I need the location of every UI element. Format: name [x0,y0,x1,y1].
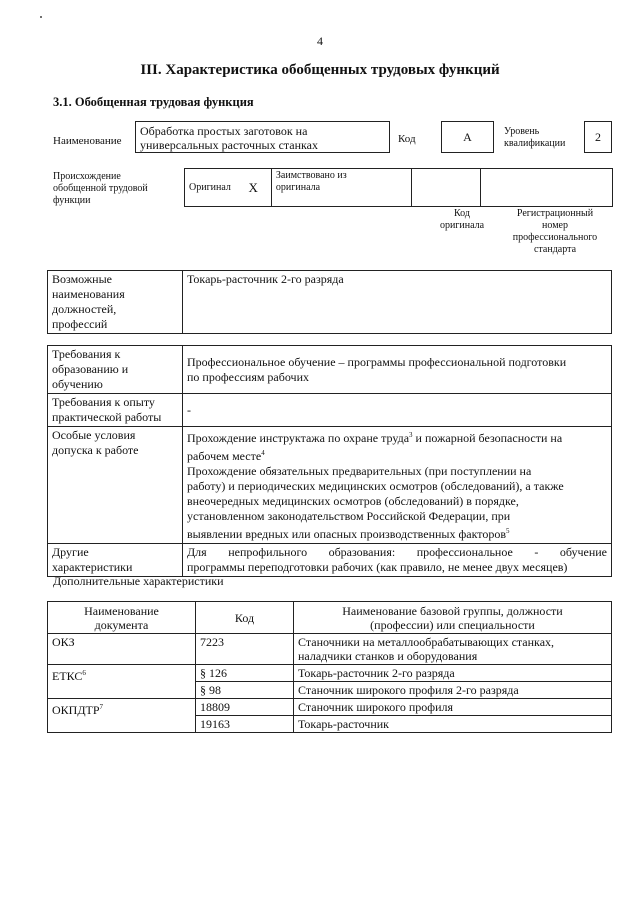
other-value-line2: программы переподготовки рабочих (как правило, не менее двух месяцев) [187,560,568,574]
row-name: Токарь-расточник [294,716,612,733]
level-label-line1: Уровень [504,126,540,137]
education-label-line3: обучению [52,377,103,391]
col-doc-header [48,602,196,634]
positions-label-line2: наименования [52,287,125,301]
education-label [48,346,183,394]
level-label [504,126,565,150]
name-value-line1: Обработка простых заготовок на [140,124,308,138]
other-label-line2: характеристики [52,560,133,574]
education-value-line2: по профессиям рабочих [187,369,310,384]
scan-speck [40,16,42,18]
row-doc [48,665,196,699]
level-value: 2 [584,121,612,153]
additional-heading: Дополнительные характеристики [53,574,224,588]
admission-p1-line1 [187,428,607,446]
reg-caption-line3: профессионального [512,232,598,243]
admission-p2-line1: Прохождение обязательных предварительных (при поступлении на [187,464,532,478]
additional-table [47,601,612,733]
row-doc-text: ЕТКС [52,669,83,683]
code-caption-line2: оригинала [439,220,485,231]
experience-label [48,394,183,427]
col-name-header [294,602,612,634]
experience-label-line2: практической работы [52,410,162,424]
admission-p1-c: рабочем месте [187,449,262,463]
positions-label [48,271,183,334]
borrowed-line2: оригинала [275,182,321,193]
row-code: 18809 [196,699,294,716]
reg-number-caption [497,208,613,256]
origin-code-cell [411,169,481,207]
positions-label-line4: профессий [52,317,108,331]
row-code: 7223 [196,634,294,665]
admission-p1-a: Прохождение инструктажа по охране труда [187,431,410,445]
requirements-table [47,345,612,577]
origin-label [53,171,148,207]
table-row [48,634,612,665]
row-doc [48,699,196,733]
original-mark: X [244,169,271,207]
section-title: 3.1. Обобщенная трудовая функция [53,95,254,109]
level-label-line2: квалификации [504,138,566,149]
origin-reg-cell [481,169,613,207]
code-value: А [441,121,494,153]
row-code: § 126 [196,665,294,682]
footnote-4: 4 [261,449,265,457]
table-row [48,665,612,682]
admission-label [48,427,183,544]
education-value [183,346,612,394]
positions-label-line1: Возможные [52,272,112,286]
col-doc-header-line2: документа [94,617,149,632]
borrowed-cell [271,169,411,207]
col-doc-header-line1: Наименование [84,603,159,618]
admission-value [183,427,612,544]
reg-caption-line1: Регистрационный [516,208,594,219]
col-name-header-line2: (профессии) или специальности [370,617,535,632]
other-value [183,544,612,577]
name-value [135,121,390,153]
origin-label-line3: функции [53,195,91,206]
page-title: III. Характеристика обобщенных трудовых функций [140,62,500,78]
page-number: 4 [317,34,323,48]
experience-label-line1: Требования к опыту [52,395,155,409]
admission-p2-line2: работу) и периодических медицинских осмотров (обследований), а также [187,479,564,493]
reg-caption-line2: номер [542,220,568,231]
admission-p1-line2 [187,446,607,464]
code-original-caption [427,208,497,232]
other-label-line1: Другие [52,545,89,559]
footnote-6: 6 [82,669,86,677]
origin-label-line2: обобщенной трудовой [53,183,148,194]
admission-label-line2: допуска к работе [52,443,139,457]
admission-p2-line3: внеочередных медицинских осмотров (обследований) в порядке, [187,494,519,508]
positions-value: Токарь-расточник 2-го разряда [183,271,612,334]
table-row [48,699,612,716]
footnote-5: 5 [506,527,510,535]
positions-table [47,270,612,334]
other-value-line1: Для непрофильного образования: профессиональное - обучение [187,545,607,559]
row-code: 19163 [196,716,294,733]
admission-label-line1: Особые условия [52,428,136,442]
admission-p2-line5-wrap [187,524,607,542]
row-doc-text: ОКПДТР [52,703,100,717]
other-label [48,544,183,577]
code-caption-line1: Код [454,208,470,219]
experience-value: - [183,394,612,427]
positions-label-line3: должностей, [52,302,117,316]
footnote-3: 3 [409,431,413,439]
reg-caption-line4: стандарта [533,244,577,255]
origin-label-line1: Происхождение [53,171,121,182]
name-label: Наименование [53,135,122,147]
origin-table [184,168,613,207]
row-name: Токарь-расточник 2-го разряда [294,665,612,682]
name-value-line2: универсальных расточных станках [140,138,319,152]
row-name: Станочники на металлообрабатывающих станках, наладчики станков и оборудования [294,634,612,665]
education-label-line2: образованию и [52,362,129,376]
original-label: Оригинал [185,169,245,207]
col-code-header: Код [196,602,294,634]
col-name-header-line1: Наименование базовой группы, должности [342,603,563,618]
education-value-line1: Профессиональное обучение – программы профессиональной подготовки [187,354,567,369]
row-name: Станочник широкого профиля 2-го разряда [294,682,612,699]
footnote-7: 7 [99,703,104,711]
admission-p1-b: и пожарной безопасности на [412,431,563,445]
admission-p2-line5: выявлении вредных или опасных производственных факторов [187,527,507,541]
row-doc: ОКЗ [48,634,196,665]
code-label: Код [398,133,416,145]
borrowed-line1: Заимствовано из [275,170,347,181]
admission-p2-line4: установленном законодательством Российской Федерации, при [187,509,511,523]
education-label-line1: Требования к [52,347,121,361]
row-name: Станочник широкого профиля [294,699,612,716]
row-code: § 98 [196,682,294,699]
